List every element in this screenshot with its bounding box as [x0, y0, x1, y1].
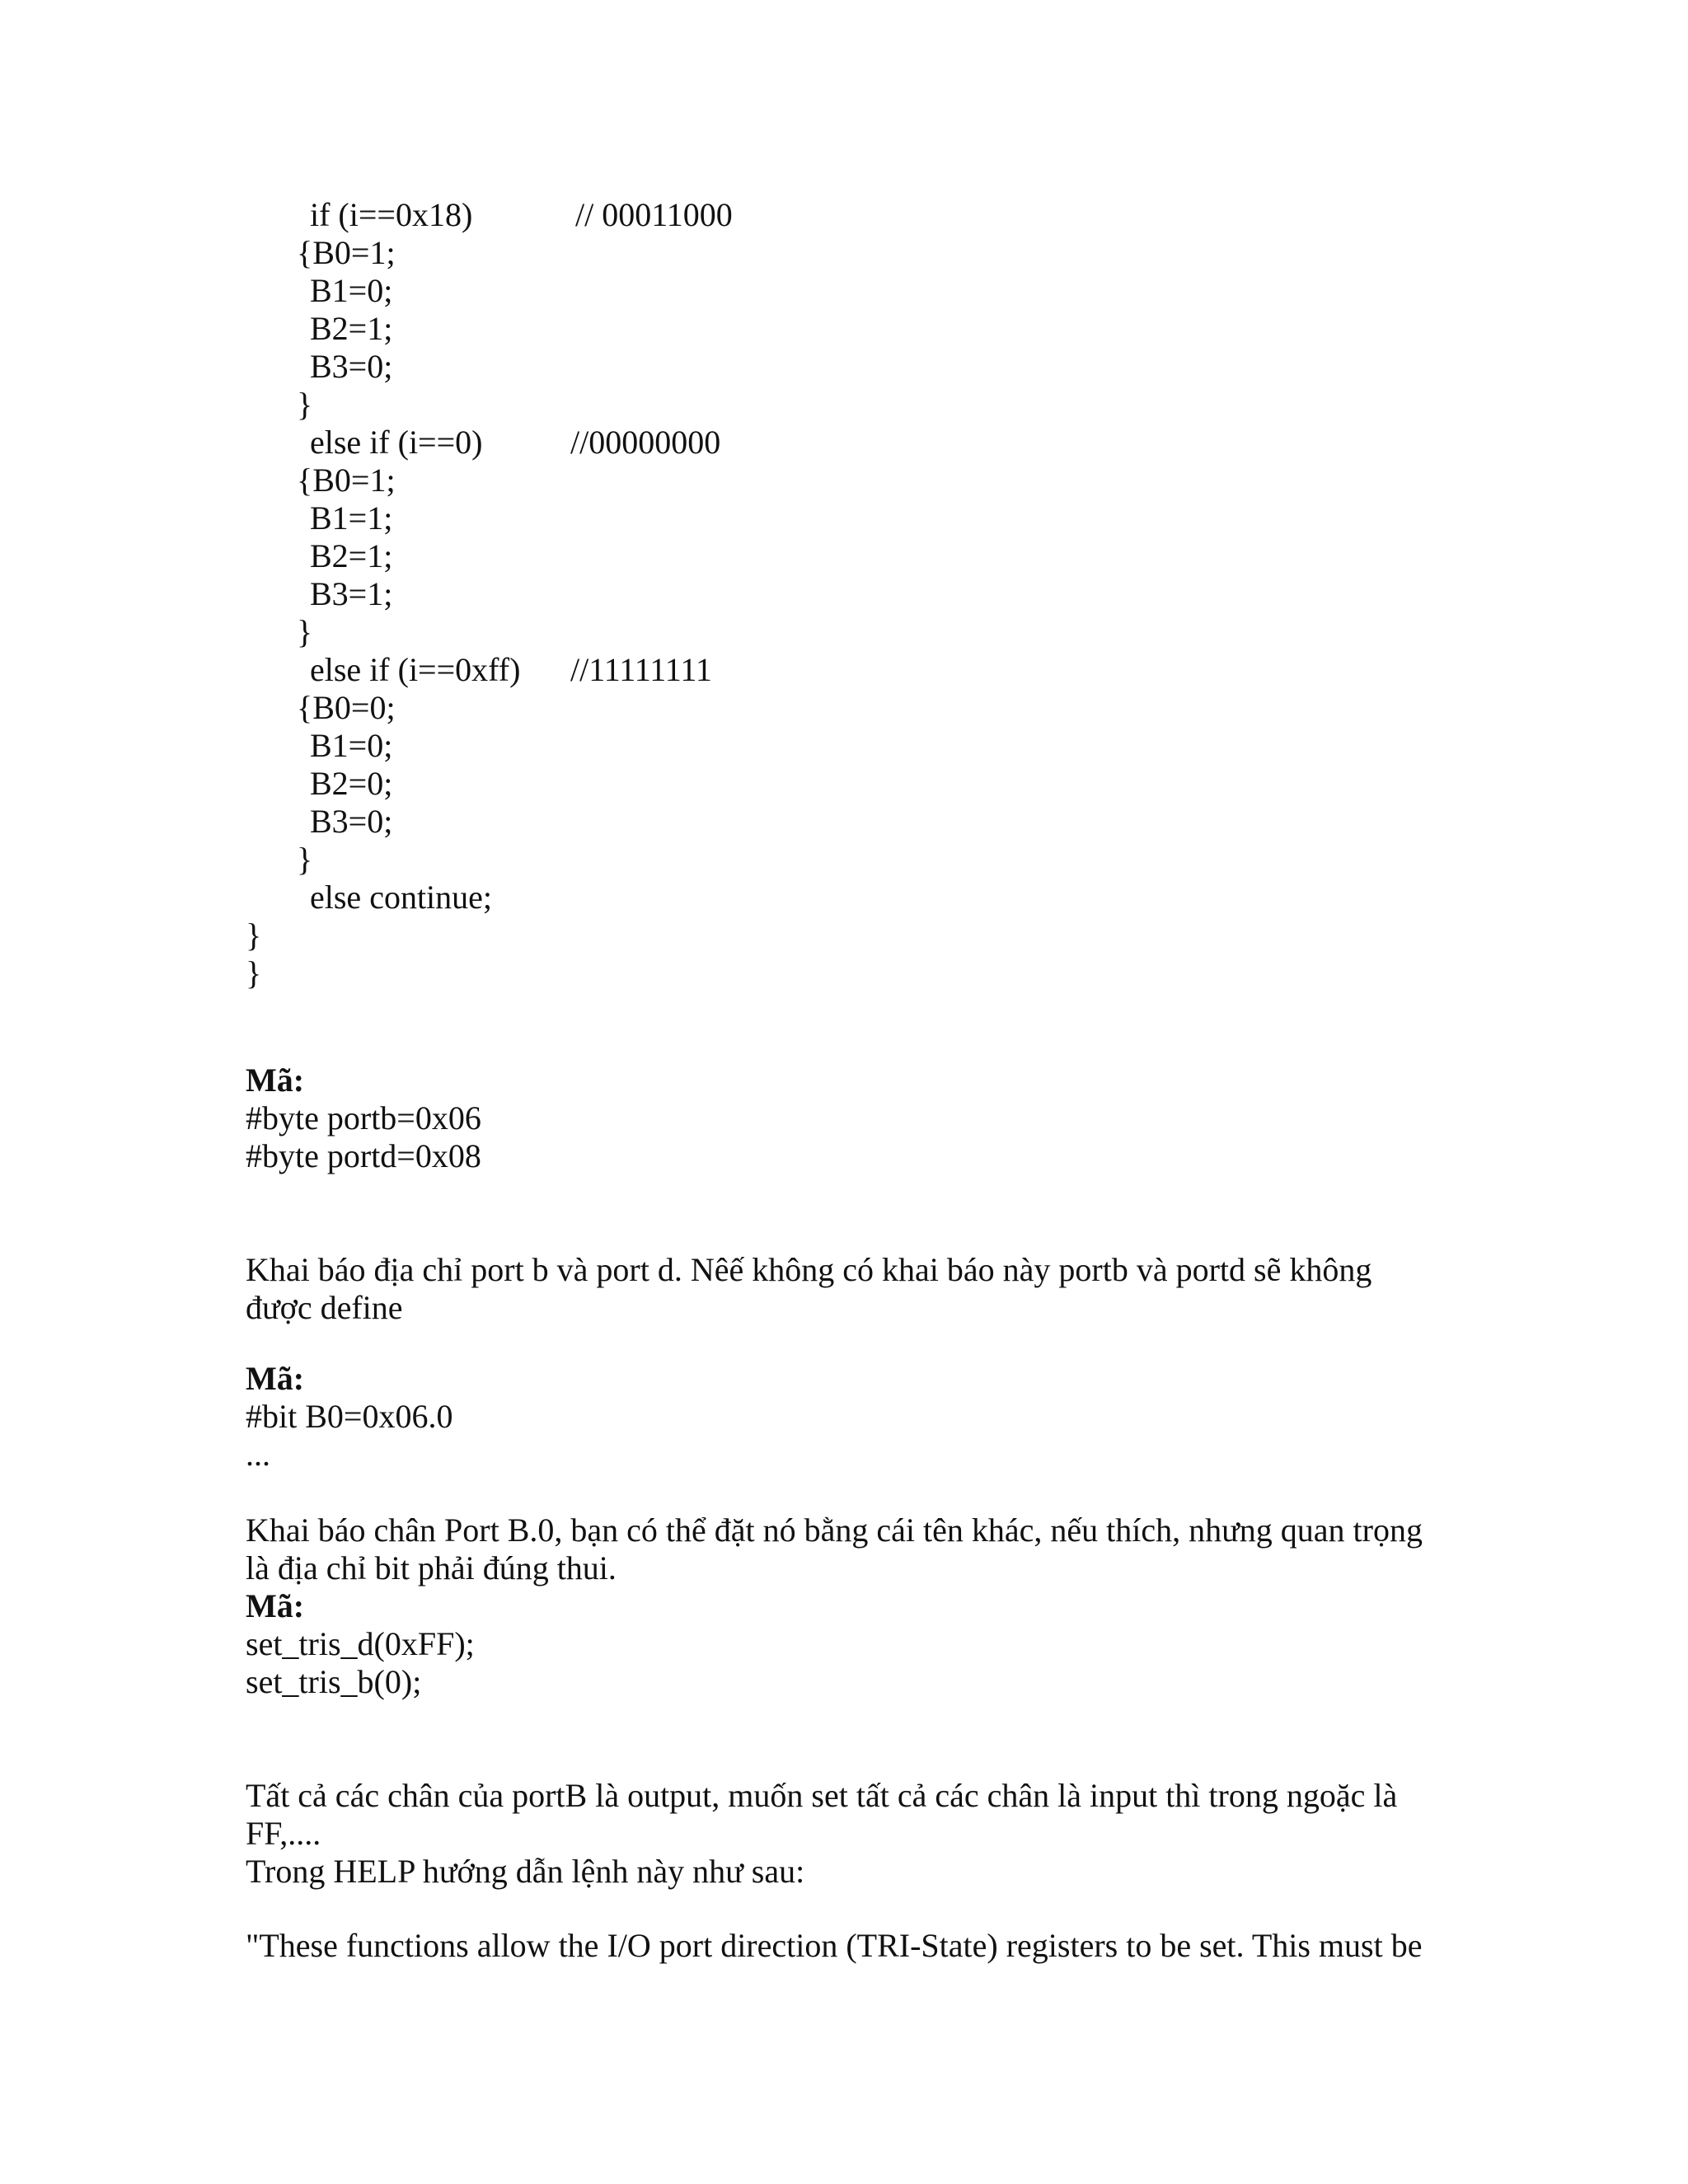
code-line: } [297, 841, 313, 878]
code-line: B1=0; [310, 727, 393, 764]
code-line: } [246, 916, 262, 954]
code-line: else if (i==0) [310, 424, 483, 461]
code-label: Mã: [246, 1360, 305, 1397]
paragraph-line: Khai báo chân Port B.0, bạn có thể đặt nó bằng cái tên khác, nếu thích, nhưng quan trọng [246, 1511, 1423, 1549]
code-comment: //11111111 [570, 651, 712, 688]
code-line: #byte portb=0x06 [246, 1099, 481, 1137]
quote-line: "These functions allow the I/O port direction (TRI-State) registers to be set. This must be [246, 1927, 1423, 1964]
code-line: } [297, 386, 313, 423]
code-line: {B0=1; [297, 462, 396, 499]
code-line: #byte portd=0x08 [246, 1137, 481, 1174]
paragraph-line: được define [246, 1289, 403, 1326]
paragraph-line: Tất cả các chân của portB là output, muốn set tất cả các chân là input thì trong ngoặc là [246, 1777, 1398, 1814]
code-line: {B0=0; [297, 689, 396, 726]
code-line: set_tris_b(0); [246, 1663, 422, 1700]
code-line: B1=0; [310, 272, 393, 309]
code-comment: //00000000 [570, 424, 721, 461]
code-line: B2=1; [310, 310, 393, 347]
paragraph-line: Khai báo địa chỉ port b và port d. Nêế không có khai báo này portb và portd sẽ không [246, 1251, 1372, 1288]
code-label: Mã: [246, 1587, 305, 1624]
code-line: } [246, 954, 262, 991]
paragraph-line: FF,.... [246, 1815, 321, 1852]
code-line: B2=0; [310, 765, 393, 802]
code-comment: // 00011000 [575, 196, 733, 233]
code-line: B3=1; [310, 575, 393, 612]
code-line: set_tris_d(0xFF); [246, 1625, 475, 1662]
code-line: if (i==0x18) [310, 196, 473, 233]
paragraph-line: Trong HELP hướng dẫn lệnh này như sau: [246, 1853, 805, 1890]
code-line: } [297, 613, 313, 650]
code-line: else continue; [310, 879, 493, 916]
paragraph-line: là địa chỉ bit phải đúng thui. [246, 1549, 617, 1586]
code-line: #bit B0=0x06.0 [246, 1398, 453, 1435]
code-label: Mã: [246, 1062, 305, 1099]
code-line: ... [246, 1436, 270, 1473]
code-line: else if (i==0xff) [310, 651, 521, 688]
code-line: B3=0; [310, 348, 393, 385]
code-line: B2=1; [310, 537, 393, 574]
code-line: B1=1; [310, 499, 393, 537]
code-line: B3=0; [310, 803, 393, 840]
code-line: {B0=1; [297, 234, 396, 271]
